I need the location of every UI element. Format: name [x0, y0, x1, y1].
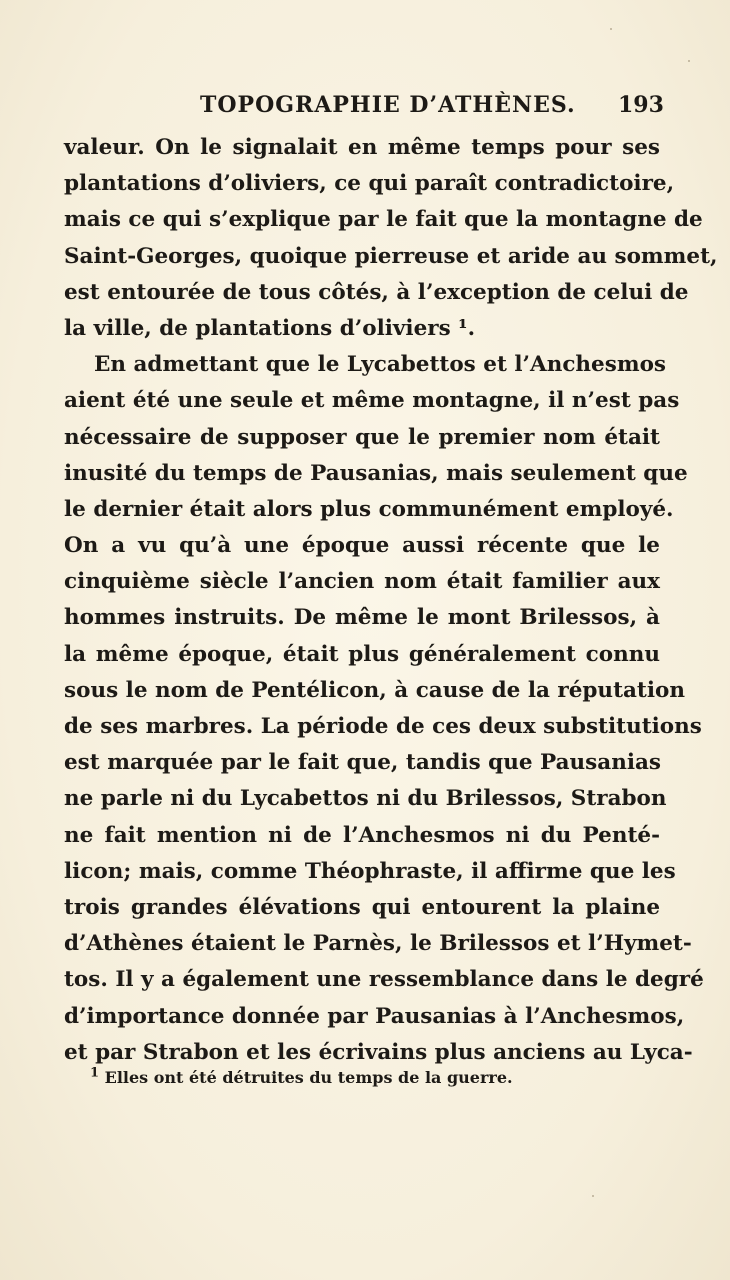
text-line: On a vu qu’à une époque aussi récente que le	[64, 533, 660, 559]
text-line: le dernier était alors plus communément employé.	[64, 496, 674, 522]
text-line: est marquée par le fait que, tandis que Pausanias	[64, 750, 662, 776]
text-line: nécessaire de supposer que le premier nom était	[64, 424, 660, 450]
text-line: sous le nom de Pentélicon, à cause de la réputation	[64, 677, 686, 703]
footnote-mark: 1	[90, 1065, 100, 1081]
text-line: En admettant que le Lycabettos et l’Anchesmos	[94, 352, 667, 378]
text-line: d’Athènes étaient le Parnès, le Brilessos et l’Hymet-	[64, 931, 692, 957]
text-line: valeur. On le signalait en même temps pour ses	[64, 135, 660, 160]
text-line: de ses marbres. La période de ces deux substitutions	[64, 714, 702, 739]
body-text	[64, 130, 718, 1071]
text-line: licon; mais, comme Théophraste, il affirme que les	[64, 858, 676, 884]
text-line: Saint-Georges, quoique pierreuse et aride au sommet,	[64, 243, 718, 269]
text-line: mais ce qui s’explique par le fait que la montagne de	[64, 207, 703, 233]
text-line: est entourée de tous côtés, à l’exception de celui de	[64, 279, 689, 305]
footnote	[90, 1065, 513, 1087]
text-line: plantations d’oliviers, ce qui paraît contradictoire,	[64, 171, 675, 197]
text-line: ne fait mention ni de l’Anchesmos ni du Penté-	[64, 822, 660, 848]
text-line: trois grandes élévations qui entourent la plaine	[64, 894, 660, 920]
text-line: tos. Il y a également une ressemblance dans le degré	[64, 967, 704, 993]
text-line: hommes instruits. De même le mont Brilessos, à	[64, 605, 660, 631]
running-title: TOPOGRAPHIE D’ATHÈNES.	[200, 92, 576, 118]
text-line: la même époque, était plus généralement connu	[64, 641, 660, 667]
text-line: inusité du temps de Pausanias, mais seulement que	[64, 460, 688, 486]
footnote-text: Elles ont été détruites du temps de la guerre.	[104, 1068, 513, 1087]
page-number: 193	[618, 92, 664, 118]
text-line: cinquième siècle l’ancien nom était familier aux	[64, 569, 660, 595]
text-line: aient été une seule et même montagne, il n’est pas	[64, 388, 680, 414]
text-line: ne parle ni du Lycabettos ni du Brilessos, Strabon	[64, 786, 667, 812]
text-line: d’importance donnée par Pausanias à l’Anchesmos,	[64, 1003, 685, 1029]
text-line: et par Strabon et les écrivains plus anciens au Lyca-	[64, 1039, 693, 1065]
text-line: la ville, de plantations d’oliviers ¹.	[64, 315, 476, 341]
page-header	[0, 92, 730, 122]
